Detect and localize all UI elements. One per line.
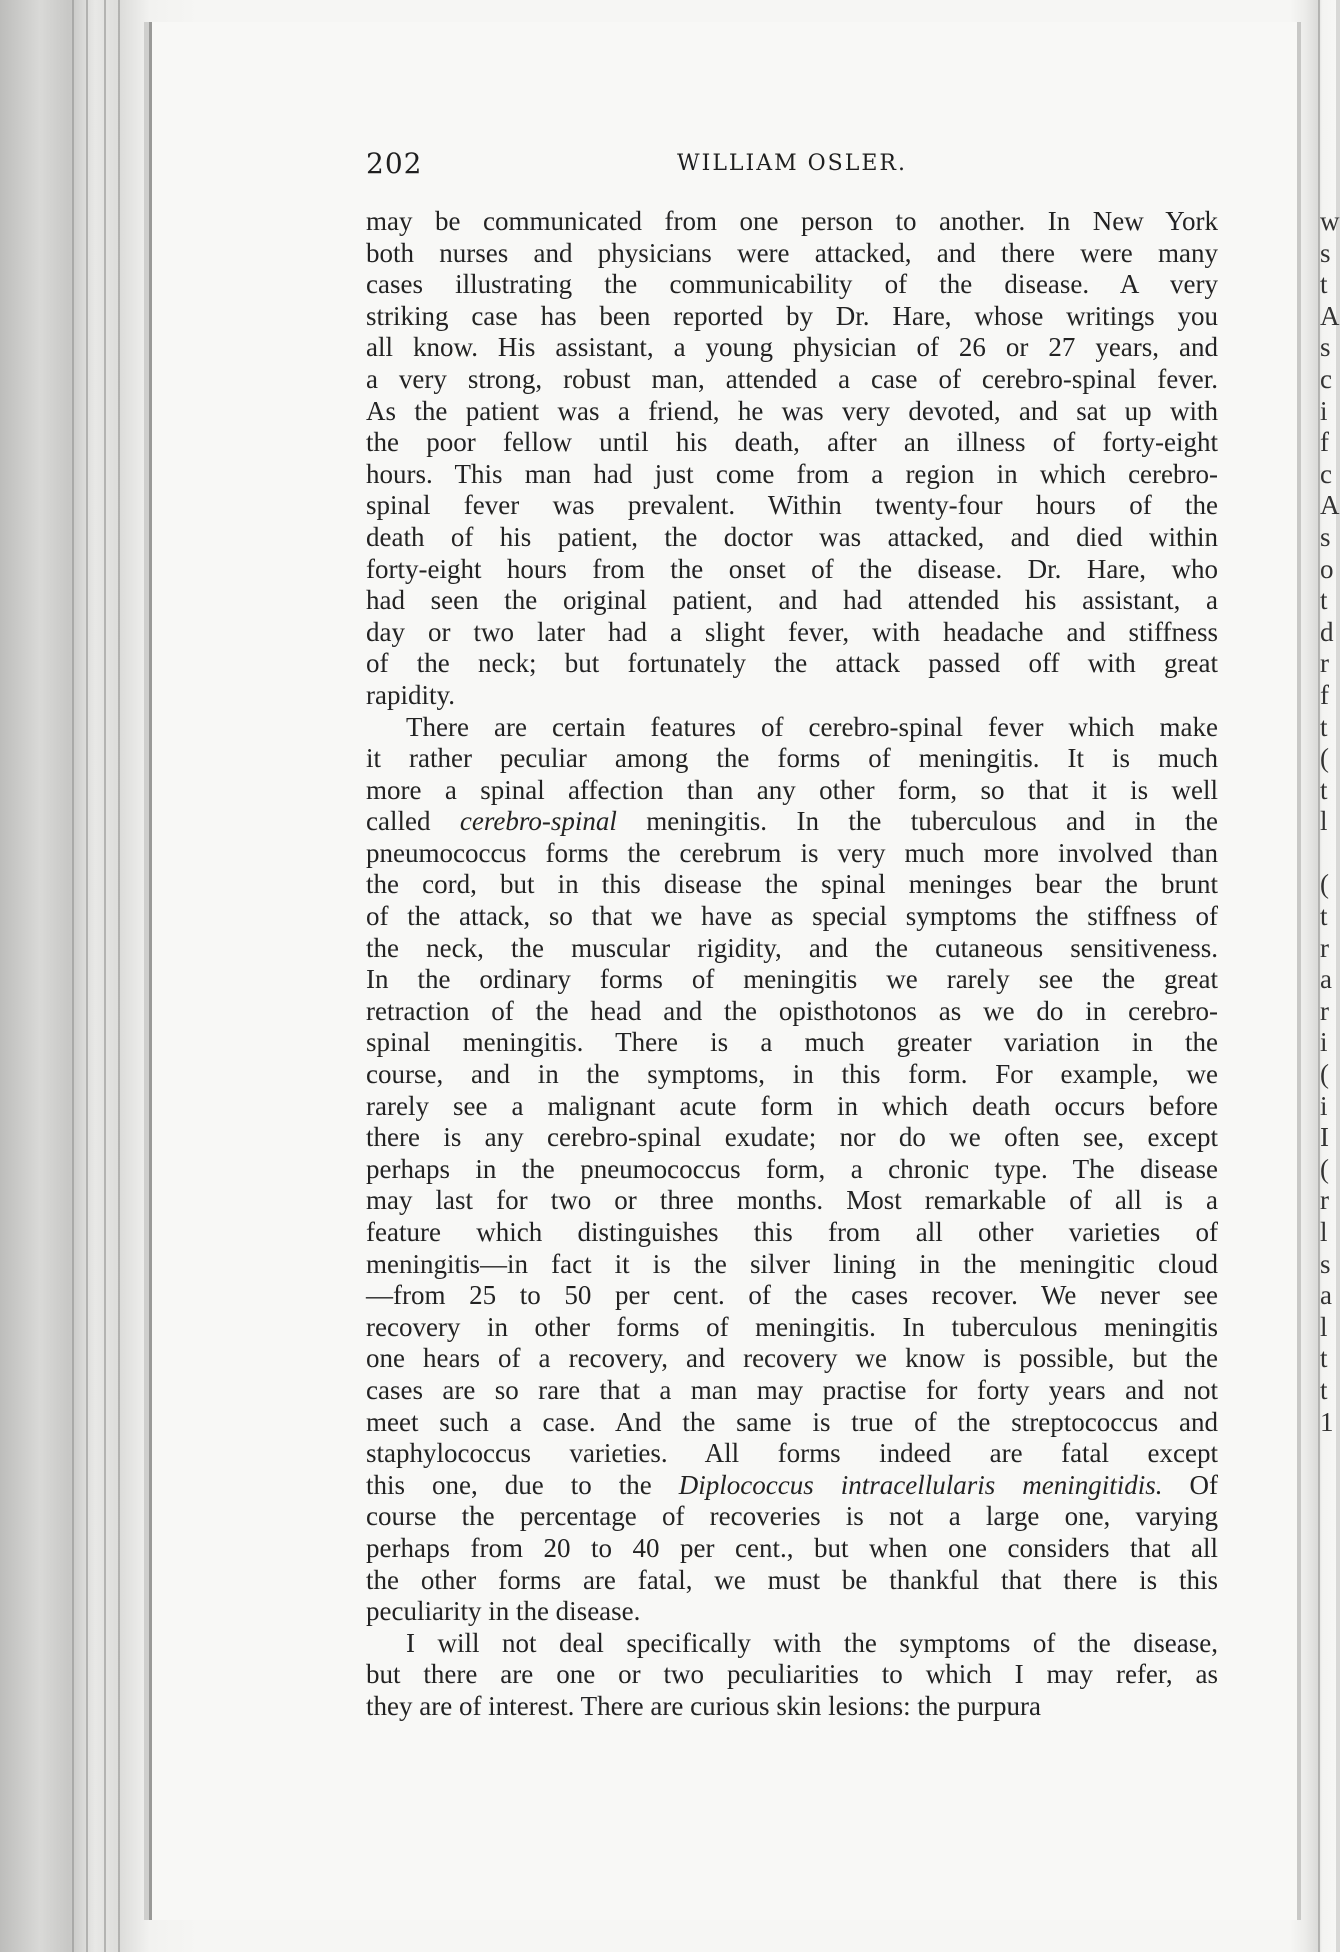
facing-page-letter: t [1320,1374,1328,1405]
text-line: had seen the original patient, and had attended his assistant, a [366,585,1218,616]
facing-page-letter: A [1320,300,1340,331]
facing-page-letter: r [1320,1185,1329,1216]
facing-page-letter: t [1320,711,1328,742]
text-line: recovery in other forms of meningitis. In tuberculous meningitis [366,1311,1218,1342]
running-head: WILLIAM OSLER. [677,151,907,176]
facing-page-letter: s [1320,1248,1331,1279]
text-line: In the ordinary forms of meningitis we rarely see the great [366,964,1218,995]
facing-page-letter: c [1320,363,1332,394]
facing-page-letter: r [1320,648,1329,679]
text-line: one hears of a recovery, and recovery we know is possible, but the [366,1343,1218,1374]
text-line: —from 25 to 50 per cent. of the cases recover. We never see [366,1280,1218,1311]
text-line: As the patient was a friend, he was very devoted, and sat up with [366,395,1218,426]
facing-page-letter: l [1320,1217,1328,1247]
book-edge-line [118,0,120,1952]
text-line: retraction of the head and the opisthotonos as we do in cerebro- [366,995,1218,1026]
page-number: 202 [366,147,423,180]
paragraph [366,206,1218,712]
facing-page-letter: s [1320,332,1331,363]
text-line: more a spinal affection than any other form, so that it is well [366,774,1218,805]
paragraph [366,1628,1218,1723]
text-line: cases illustrating the communicability of the disease. A very [366,269,1218,300]
facing-page-letter: i [1320,1090,1328,1121]
facing-page-letter: ( [1320,1153,1329,1184]
facing-page-letter: r [1320,932,1329,963]
text-line: striking case has been reported by Dr. Hare, whose writings you [366,300,1218,331]
text-line: spinal meningitis. There is a much greater variation in the [366,1027,1218,1058]
text-line: may be communicated from one person to another. In New York [366,206,1218,236]
book-edge-line [86,0,88,1952]
text-line: both nurses and physicians were attacked, and there were many [366,237,1218,268]
facing-page-letter: l [1320,1311,1328,1342]
facing-page-letter: r [1320,995,1329,1026]
text-line: day or two later had a slight fever, with headache and stiffness [366,616,1218,647]
text-line: course the percentage of recoveries is not a large one, varying [366,1501,1218,1532]
facing-page-letter: t [1320,774,1328,805]
facing-page-letter: t [1320,901,1328,932]
facing-page-letter: t [1320,269,1328,300]
paragraph [366,712,1218,1628]
text-line: may last for two or three months. Most remarkable of all is a [366,1185,1218,1216]
text-line: they are of interest. There are curious skin lesions: the purpura [366,1690,1042,1721]
facing-page-letter: f [1320,679,1329,710]
text-line: meet such a case. And the same is true of the streptococcus and [366,1406,1218,1437]
text-line: perhaps in the pneumococcus form, a chronic type. The disease [366,1153,1218,1184]
text-line: this one, due to the Diplococcus intracellularis meningitidis. Of [366,1469,1218,1500]
text-line: of the attack, so that we have as special symptoms the stiffness of [366,901,1218,932]
text-line: cases are so rare that a man may practise for forty years and not [366,1374,1218,1405]
text-line: it rather peculiar among the forms of meningitis. It is much [366,743,1218,774]
facing-page-letter: w [1320,206,1340,236]
text-line: I will not deal specifically with the symptoms of the disease, [406,1627,1218,1658]
facing-page-letter: ( [1320,1059,1329,1090]
text-line: called cerebro-spinal meningitis. In the tuberculous and in the [366,806,1218,837]
facing-page-letter: t [1320,585,1328,616]
text-line: there is any cerebro-spinal exudate; nor do we often see, except [366,1122,1218,1153]
text-line: the other forms are fatal, we must be thankful that there is this [366,1564,1218,1595]
text-line: of the neck; but fortunately the attack passed off with great [366,648,1218,679]
text-line: a very strong, robust man, attended a case of cerebro-spinal fever. [366,363,1218,394]
facing-page-letter: c [1320,458,1332,489]
text-line: pneumococcus forms the cerebrum is very much more involved than [366,837,1218,868]
facing-page-letter: a [1320,1280,1332,1311]
text-line: rapidity. [366,679,455,710]
facing-page-letter: d [1320,616,1334,647]
facing-page-letter: i [1320,395,1328,426]
book-edge-line [72,0,74,1952]
body-text [366,206,1218,1723]
page-header [366,147,1218,187]
text-line: meningitis—in fact it is the silver lining in the meningitic cloud [366,1248,1218,1279]
facing-page-letter: l [1320,806,1328,837]
facing-page-letter: s [1320,237,1331,268]
text-line: death of his patient, the doctor was attacked, and died within [366,521,1218,552]
text-line: There are certain features of cerebro-spinal fever which make [406,711,1218,742]
facing-page-letter: o [1320,553,1334,584]
text-line: forty-eight hours from the onset of the disease. Dr. Hare, who [366,553,1218,584]
facing-page-letter: 1 [1320,1406,1334,1437]
facing-page-letter: i [1320,1027,1328,1058]
text-line: but there are one or two peculiarities to which I may refer, as [366,1659,1218,1690]
text-line: the cord, but in this disease the spinal meninges bear the brunt [366,869,1218,900]
text-line: the poor fellow until his death, after an illness of forty-eight [366,427,1218,458]
facing-page-letter: ( [1320,743,1329,774]
facing-page-letter: t [1320,1343,1328,1374]
facing-page-letter: f [1320,427,1329,458]
facing-page-letter: s [1320,521,1331,552]
text-line: course, and in the symptoms, in this form. For example, we [366,1059,1218,1090]
text-line: spinal fever was prevalent. Within twenty-four hours of the [366,490,1218,521]
book-edge-line [104,0,106,1952]
text-line: staphylococcus varieties. All forms indeed are fatal except [366,1438,1218,1469]
text-line: perhaps from 20 to 40 per cent., but when one considers that all [366,1532,1218,1563]
text-line: the neck, the muscular rigidity, and the cutaneous sensitiveness. [366,932,1218,963]
text-line: all know. His assistant, a young physician of 26 or 27 years, and [366,332,1218,363]
text-line: feature which distinguishes this from all other varieties of [366,1217,1218,1247]
facing-page-letter [1320,838,1336,870]
facing-page-letter: I [1320,1122,1329,1153]
facing-page-letter: ( [1320,869,1329,900]
text-line: rarely see a malignant acute form in which death occurs before [366,1090,1218,1121]
text-line: peculiarity in the disease. [366,1596,641,1627]
facing-page-letter: A [1320,490,1340,521]
facing-page-letter: a [1320,964,1332,995]
text-line: hours. This man had just come from a region in which cerebro- [366,458,1218,489]
facing-page-fragments [1320,206,1340,1438]
